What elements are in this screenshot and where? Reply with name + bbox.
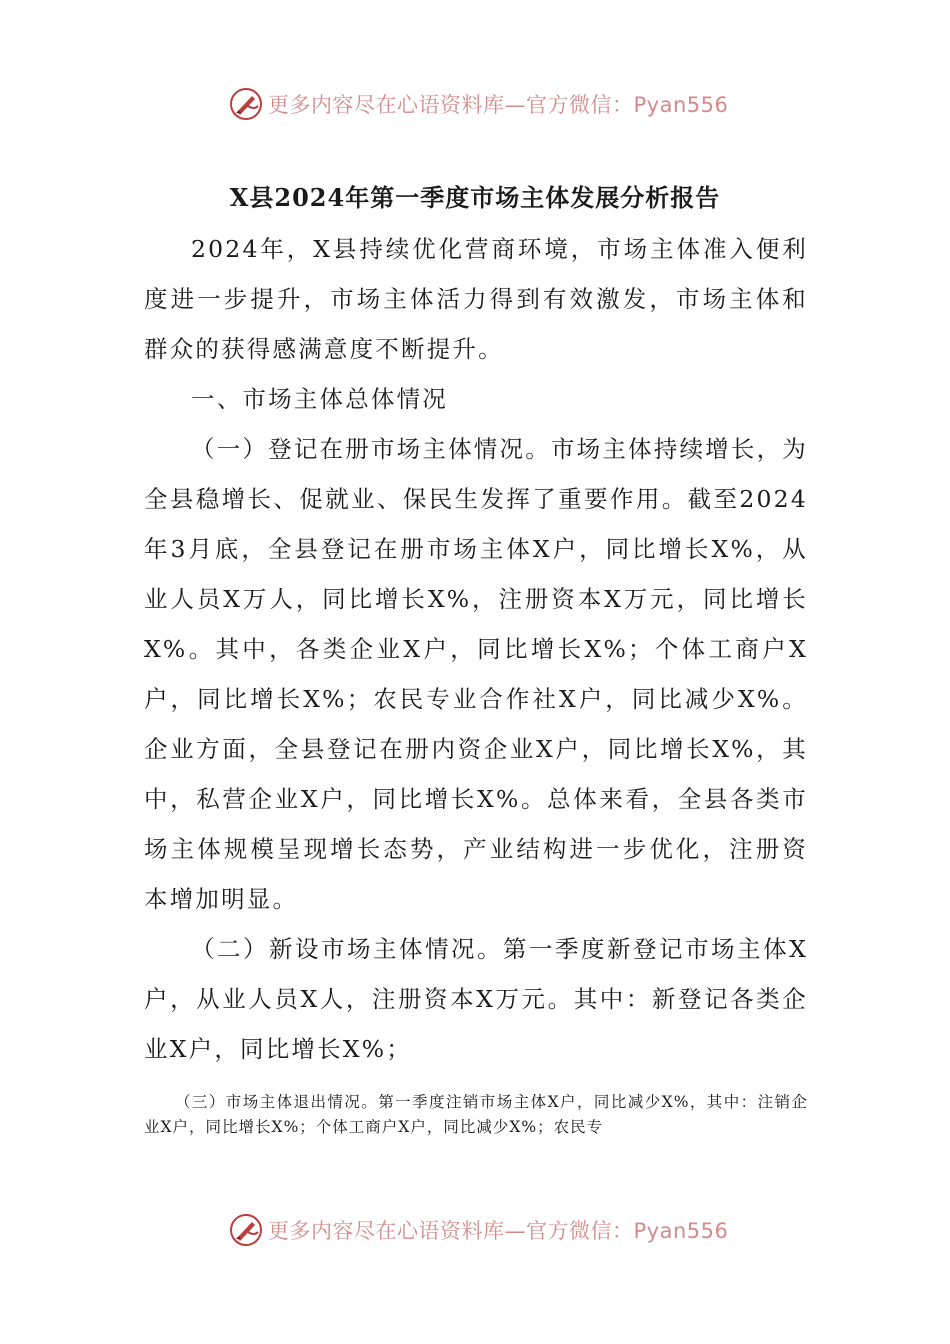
- header-watermark-banner: [228, 84, 728, 124]
- document-body: [144, 224, 808, 1074]
- pen-nib-logo-icon: [228, 86, 264, 122]
- footer-watermark-banner: [228, 1210, 728, 1250]
- small-paragraph-block: [144, 1090, 808, 1140]
- subsection-paragraph-1: （一）登记在册市场主体情况。市场主体持续增长，为全县稳增长、促就业、保民生发挥了重要作用。截至2024年3月底，全县登记在册市场主体X户，同比增长X%，从业人员X万人，同比增长X%，注册资本X万元，同比增长X%。其中，各类企业X户，同比增长X%；个体工商户X户，同比增长X%；农民专业合作社X户，同比减少X%。企业方面，全县登记在册内资企业X户，同比增长X%，其中，私营企业X户，同比增长X%。总体来看，全县各类市场主体规模呈现增长态势，产业结构进一步优化，注册资本增加明显。: [144, 435, 808, 913]
- document-title: X县2024年第一季度市场主体发展分析报告: [229, 183, 721, 212]
- subsection-paragraph-2: （二）新设市场主体情况。第一季度新登记市场主体X户，从业人员X人，注册资本X万元。其中：新登记各类企业X户，同比增长X%；: [144, 935, 808, 1063]
- watermark-text: 更多内容尽在心语资料库—官方微信：Pyan556: [268, 1219, 729, 1243]
- intro-paragraph: 2024年，X县持续优化营商环境，市场主体准入便利度进一步提升，市场主体活力得到有效激发，市场主体和群众的获得感满意度不断提升。: [144, 235, 808, 363]
- pen-nib-logo-icon: [228, 1212, 264, 1248]
- watermark-text: 更多内容尽在心语资料库—官方微信：Pyan556: [268, 93, 729, 117]
- subsection-paragraph-3: （三）市场主体退出情况。第一季度注销市场主体X户，同比减少X%，其中：注销企业X户，同比增长X%；个体工商户X户，同比减少X%；农民专: [144, 1093, 808, 1136]
- section-heading-1: 一、市场主体总体情况: [191, 385, 448, 413]
